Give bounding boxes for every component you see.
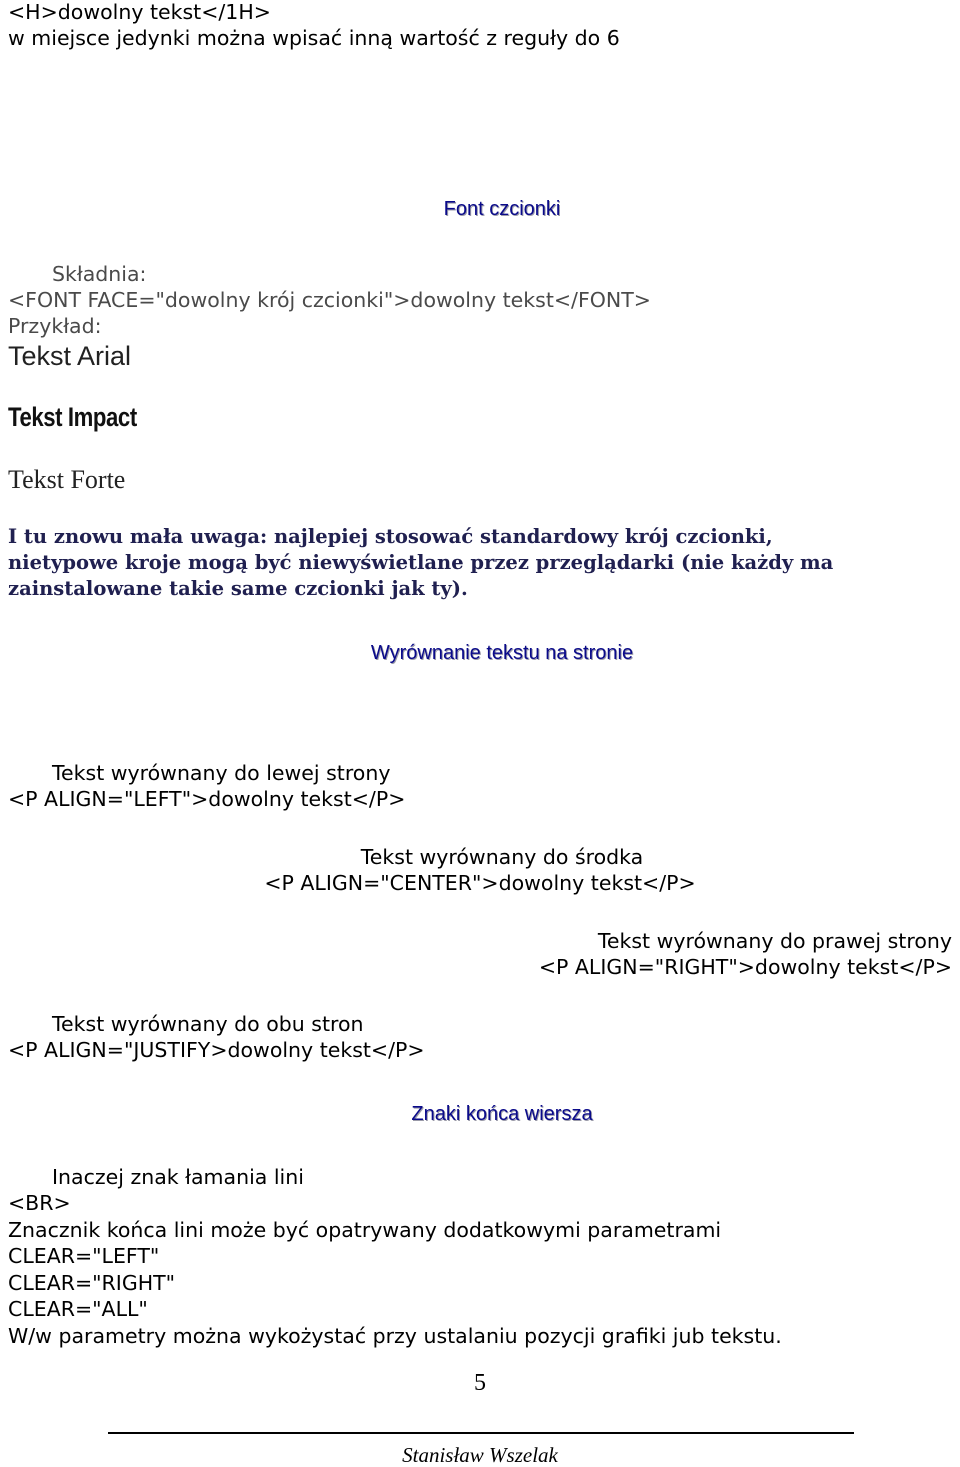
br-line-1: Inaczej znak łamania lini: [52, 1165, 304, 1189]
br-line-3: Znacznik końca lini może być opatrywany dodatkowymi parametrami: [8, 1218, 722, 1242]
syntax-code: <FONT FACE="dowolny krój czcionki">dowolny tekst</FONT>: [8, 288, 651, 312]
center-align-desc: Tekst wyrównany do środka: [360, 845, 644, 869]
page-number: 5: [474, 1370, 486, 1396]
br-line-6: CLEAR="ALL": [8, 1297, 148, 1321]
right-align-desc: Tekst wyrównany do prawej strony: [597, 929, 952, 953]
br-line-5: CLEAR="RIGHT": [8, 1271, 176, 1295]
br-line-4: CLEAR="LEFT": [8, 1244, 160, 1268]
example-forte: Tekst Forte: [8, 465, 126, 494]
center-align-code: <P ALIGN="CENTER">dowolny tekst</P>: [264, 871, 696, 895]
example-label: Przykład:: [8, 314, 102, 338]
br-line-7: W/w parametry można wykożystać przy ustalaniu pozycji grafiki jub tekstu.: [8, 1324, 782, 1348]
author-name: Stanisław Wszelak: [402, 1443, 558, 1467]
br-section-heading: Znaki końca wiersza: [411, 1103, 593, 1125]
left-align-code: <P ALIGN="LEFT">dowolny tekst</P>: [8, 787, 406, 811]
footer-rule: [108, 1432, 854, 1434]
left-align-desc: Tekst wyrównany do lewej strony: [52, 761, 391, 785]
warning-line-3: zainstalowane takie same czcionki jak ty).: [8, 577, 468, 600]
right-align-code: <P ALIGN="RIGHT">dowolny tekst</P>: [538, 955, 952, 979]
h-tag-note: w miejsce jedynki można wpisać inną wartość z reguły do 6: [8, 26, 620, 50]
align-section-heading: Wyrównanie tekstu na stronie: [370, 642, 634, 664]
example-impact: Tekst Impact: [8, 402, 137, 432]
example-arial: Tekst Arial: [8, 341, 132, 371]
font-section-heading: Font czcionki: [443, 198, 561, 220]
justify-align-desc: Tekst wyrównany do obu stron: [52, 1012, 364, 1036]
warning-line-1: I tu znowu mała uwaga: najlepiej stosować standardowy krój czcionki,: [8, 525, 773, 548]
br-line-2: <BR>: [8, 1191, 71, 1215]
warning-line-2: nietypowe kroje mogą być niewyświetlane przez przeglądarki (nie każdy ma: [8, 551, 834, 574]
syntax-label: Składnia:: [52, 262, 147, 286]
h-tag-code: <H>dowolny tekst</1H>: [8, 0, 271, 24]
justify-align-code: <P ALIGN="JUSTIFY>dowolny tekst</P>: [8, 1038, 425, 1062]
